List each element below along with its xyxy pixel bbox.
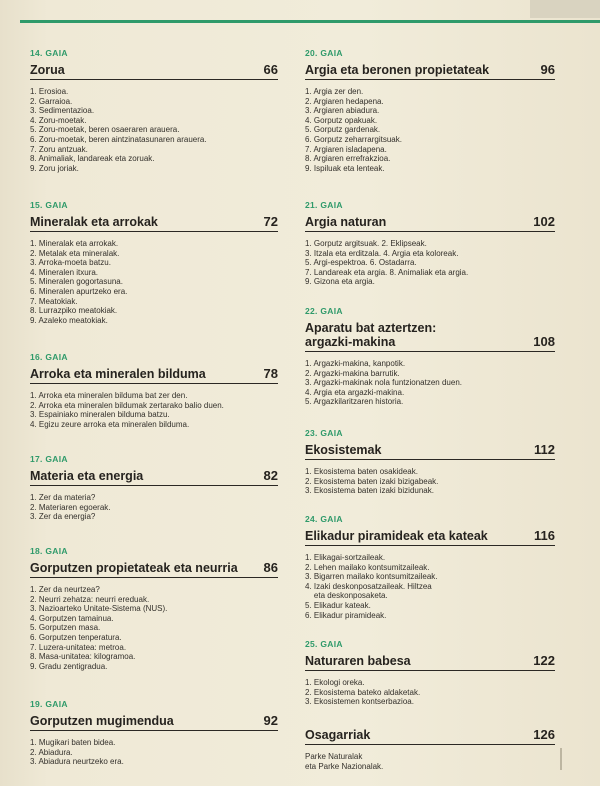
topic-item: 2. Metalak eta mineralak. bbox=[30, 248, 120, 258]
chapter-heading[interactable] bbox=[305, 321, 555, 352]
chapter-heading[interactable] bbox=[305, 63, 555, 80]
chapter-title: Gorputzen mugimendua bbox=[30, 714, 174, 728]
chapter-topics bbox=[305, 467, 555, 496]
topic-item: 2. Neurri zehatza: neurri ereduak. bbox=[30, 594, 150, 604]
chapter-heading[interactable] bbox=[305, 529, 555, 546]
appendix-line: eta Parke Nazionalak. bbox=[305, 761, 384, 771]
topic-item: 5. Elikadur kateak. bbox=[305, 600, 371, 610]
topic-item: 1. Ekologi oreka. bbox=[305, 678, 365, 687]
toc-section-23 bbox=[305, 428, 555, 496]
chapter-topics bbox=[305, 553, 555, 620]
chapter-title: Argia eta beronen propietateak bbox=[305, 63, 490, 77]
topic-item: 5. Gorputzen masa. bbox=[30, 623, 101, 633]
chapter-number: 15. GAIA bbox=[30, 200, 68, 210]
toc-section-21 bbox=[305, 200, 555, 287]
chapter-page-number: 78 bbox=[263, 366, 278, 381]
topic-item: 2. Ekosistema baten izaki bizigabeak. bbox=[305, 476, 439, 486]
topic-item: 5. Mineralen gogortasuna. bbox=[30, 277, 123, 287]
chapter-topics bbox=[30, 738, 278, 767]
chapter-number: 21. GAIA bbox=[305, 200, 343, 210]
topic-item: 7. Luzera-unitatea: metroa. bbox=[30, 642, 127, 652]
topic-item: 5. Argazkilaritzaren historia. bbox=[305, 397, 404, 407]
topic-item: 4. Zoru-moetak. bbox=[30, 115, 87, 125]
topic-item: 3. Nazioarteko Unitate-Sistema (NUS). bbox=[30, 604, 168, 614]
chapter-number: 22. GAIA bbox=[305, 306, 343, 316]
chapter-number: 24. GAIA bbox=[305, 514, 343, 524]
chapter-heading[interactable] bbox=[30, 561, 278, 578]
topic-item: 4. Izaki deskonposatzaileak. Hiltzea bbox=[305, 581, 432, 591]
topic-item: 2. Argiaren hedapena. bbox=[305, 96, 384, 106]
topic-item: 7. Argiaren isladapena. bbox=[305, 144, 387, 154]
topic-item: 6. Elikadur piramideak. bbox=[305, 610, 387, 620]
toc-section-19 bbox=[30, 699, 278, 767]
topic-item: 6. Mineralen apurtzeko era. bbox=[30, 286, 128, 296]
toc-section-14 bbox=[30, 48, 278, 173]
chapter-heading[interactable] bbox=[305, 443, 555, 460]
topic-item: 4. Argia eta argazki-makina. bbox=[305, 387, 405, 397]
chapter-title: Osagarriak bbox=[305, 728, 371, 742]
topic-item: 8. Animaliak, landareak eta zoruak. bbox=[30, 154, 155, 164]
chapter-page-number: 86 bbox=[263, 560, 278, 575]
chapter-title-line: Aparatu bat aztertzen: bbox=[305, 321, 437, 335]
topic-item: 2. Garraioa. bbox=[30, 96, 73, 106]
topic-item: 6. Gorputzen tenperatura. bbox=[30, 632, 122, 642]
topic-item: 2. Lehen mailako kontsumitzaileak. bbox=[305, 562, 430, 572]
page-corner-shade bbox=[530, 0, 600, 18]
topic-item: 3. Argiaren abiadura. bbox=[305, 106, 380, 116]
chapter-heading[interactable] bbox=[305, 215, 555, 232]
chapter-topics bbox=[305, 87, 555, 173]
topic-item: 1. Elikagai-sortzaileak. bbox=[305, 553, 386, 562]
chapter-number: 25. GAIA bbox=[305, 639, 343, 649]
topic-item: 2. Argazki-makina barrutik. bbox=[305, 368, 400, 378]
chapter-topics bbox=[30, 239, 278, 325]
chapter-page-number: 122 bbox=[533, 653, 555, 668]
chapter-number: 20. GAIA bbox=[305, 48, 343, 58]
toc-section-appendix bbox=[305, 728, 555, 771]
topic-item: 3. Abiadura neurtzeko era. bbox=[30, 757, 124, 767]
topic-item: 8. Lurrazpiko meatokiak. bbox=[30, 306, 118, 316]
chapter-title: Arroka eta mineralen bilduma bbox=[30, 367, 206, 381]
chapter-topics bbox=[305, 359, 555, 407]
chapter-number: 14. GAIA bbox=[30, 48, 68, 58]
topic-item: 3. Itzala eta erditzala. 4. Argia eta koloreak. bbox=[305, 248, 459, 258]
topic-item: 1. Zer da materia? bbox=[30, 493, 96, 502]
chapter-number: 18. GAIA bbox=[30, 546, 68, 556]
chapter-heading[interactable] bbox=[305, 728, 555, 745]
chapter-topics bbox=[30, 585, 278, 671]
toc-section-18 bbox=[30, 546, 278, 671]
topic-item: 7. Zoru antzuak. bbox=[30, 144, 88, 154]
topic-item: 5. Argi-espektroa. 6. Ostadarra. bbox=[305, 258, 417, 268]
chapter-page-number: 112 bbox=[534, 442, 555, 457]
topic-item: 3. Bigarren mailako kontsumitzaileak. bbox=[305, 572, 438, 582]
topic-item: 9. Zoru joriak. bbox=[30, 163, 79, 173]
chapter-title bbox=[305, 321, 436, 349]
topic-item: 9. Gradu zentigradua. bbox=[30, 661, 108, 671]
appendix-line: Parke Naturalak bbox=[305, 752, 363, 761]
topic-item: 7. Meatokiak. bbox=[30, 296, 78, 306]
toc-section-25 bbox=[305, 639, 555, 707]
chapter-number: 17. GAIA bbox=[30, 454, 68, 464]
page-edge-mark bbox=[560, 748, 562, 770]
chapter-title: Gorputzen propietateak eta neurria bbox=[30, 561, 238, 575]
topic-item: 5. Zoru-moetak, beren osaeraren arauera. bbox=[30, 125, 180, 135]
chapter-title-line: argazki-makina bbox=[305, 335, 396, 349]
topic-item: 4. Mineralen itxura. bbox=[30, 267, 99, 277]
topic-item: 1. Erosioa. bbox=[30, 87, 69, 96]
toc-section-16 bbox=[30, 352, 278, 429]
topic-item: 4. Egizu zeure arroka eta mineralen bilduma. bbox=[30, 419, 190, 429]
toc-section-20 bbox=[305, 48, 555, 173]
topic-item: 9. Ispiluak eta lenteak. bbox=[305, 163, 385, 173]
topic-item: 5. Gorputz gardenak. bbox=[305, 125, 381, 135]
chapter-page-number: 66 bbox=[263, 62, 278, 77]
topic-item: 8. Masa-unitatea: kilogramoa. bbox=[30, 652, 136, 662]
chapter-heading[interactable] bbox=[30, 469, 278, 486]
chapter-heading[interactable] bbox=[30, 367, 278, 384]
topic-item: 7. Landareak eta argia. 8. Animaliak eta argia. bbox=[305, 267, 469, 277]
chapter-title: Elikadur piramideak eta kateak bbox=[305, 529, 488, 543]
chapter-topics bbox=[305, 239, 555, 287]
topic-item: 4. Gorputz opakuak. bbox=[305, 115, 378, 125]
toc-section-24 bbox=[305, 514, 555, 620]
topic-item: 3. Zer da energia? bbox=[30, 512, 96, 522]
chapter-topics bbox=[305, 678, 555, 707]
topic-item: 1. Gorputz argitsuak. 2. Eklipseak. bbox=[305, 239, 427, 248]
topic-item: eta deskonposaketa. bbox=[305, 591, 388, 601]
topic-item: 3. Argazki-makinak nola funtzionatzen duen. bbox=[305, 378, 462, 388]
toc-section-22 bbox=[305, 306, 555, 407]
chapter-heading[interactable] bbox=[30, 63, 278, 80]
topic-item: 1. Argia zer den. bbox=[305, 87, 364, 96]
chapter-page-number: 116 bbox=[534, 528, 555, 543]
topic-item: 3. Arroka-moeta batzu. bbox=[30, 258, 111, 268]
topic-item: 3. Espainiako mineralen bilduma batzu. bbox=[30, 410, 170, 420]
chapter-title: Ekosistemak bbox=[305, 443, 382, 457]
topic-item: 8. Argiaren errefrakzioa. bbox=[305, 154, 391, 164]
chapter-number: 16. GAIA bbox=[30, 352, 68, 362]
header-rule bbox=[20, 20, 600, 23]
topic-item: 9. Azaleko meatokiak. bbox=[30, 315, 108, 325]
toc-section-17 bbox=[30, 454, 278, 522]
chapter-number: 23. GAIA bbox=[305, 428, 343, 438]
topic-item: 1. Mugikari baten bidea. bbox=[30, 738, 116, 747]
chapter-title: Mineralak eta arrokak bbox=[30, 215, 158, 229]
toc-section-15 bbox=[30, 200, 278, 325]
chapter-topics bbox=[30, 493, 278, 522]
chapter-heading[interactable] bbox=[30, 714, 278, 731]
topic-item: 1. Ekosistema baten osakideak. bbox=[305, 467, 418, 476]
chapter-topics bbox=[30, 391, 278, 429]
topic-item: 6. Zoru-moetak, beren aintzinatasunaren arauera. bbox=[30, 134, 207, 144]
topic-item: 2. Ekosistema bateko aldaketak. bbox=[305, 687, 421, 697]
chapter-page-number: 102 bbox=[533, 214, 555, 229]
chapter-page-number: 126 bbox=[533, 727, 555, 742]
chapter-number: 19. GAIA bbox=[30, 699, 68, 709]
topic-item: 2. Arroka eta mineralen bildumak zertarako balio duen. bbox=[30, 400, 224, 410]
topic-item: 2. Materiaren egoerak. bbox=[30, 502, 111, 512]
topic-item: 1. Argazki-makina, kanpotik. bbox=[305, 359, 406, 368]
chapter-heading[interactable] bbox=[30, 215, 278, 232]
chapter-title: Zorua bbox=[30, 63, 65, 77]
chapter-page-number: 108 bbox=[533, 334, 555, 349]
topic-item: 1. Mineralak eta arrokak. bbox=[30, 239, 119, 248]
topic-item: 3. Sedimentazioa. bbox=[30, 106, 95, 116]
chapter-page-number: 92 bbox=[263, 713, 278, 728]
chapter-page-number: 96 bbox=[540, 62, 555, 77]
chapter-page-number: 72 bbox=[263, 214, 278, 229]
chapter-topics bbox=[30, 87, 278, 173]
topic-item: 3. Ekosistema baten izaki bizidunak. bbox=[305, 486, 434, 496]
chapter-title: Materia eta energia bbox=[30, 469, 144, 483]
topic-item: 9. Gizona eta argia. bbox=[305, 277, 375, 287]
topic-item: 4. Gorputzen tamainua. bbox=[30, 613, 114, 623]
chapter-page-number: 82 bbox=[263, 468, 278, 483]
topic-item: 1. Arroka eta mineralen bilduma bat zer den. bbox=[30, 391, 188, 400]
topic-item: 6. Gorputz zeharrargitsuak. bbox=[305, 134, 402, 144]
topic-item: 1. Zer da neurtzea? bbox=[30, 585, 100, 594]
chapter-title: Argia naturan bbox=[305, 215, 387, 229]
chapter-title: Naturaren babesa bbox=[305, 654, 411, 668]
chapter-heading[interactable] bbox=[305, 654, 555, 671]
topic-item: 2. Abiadura. bbox=[30, 747, 73, 757]
topic-item: 3. Ekosistemen kontserbazioa. bbox=[305, 697, 414, 707]
